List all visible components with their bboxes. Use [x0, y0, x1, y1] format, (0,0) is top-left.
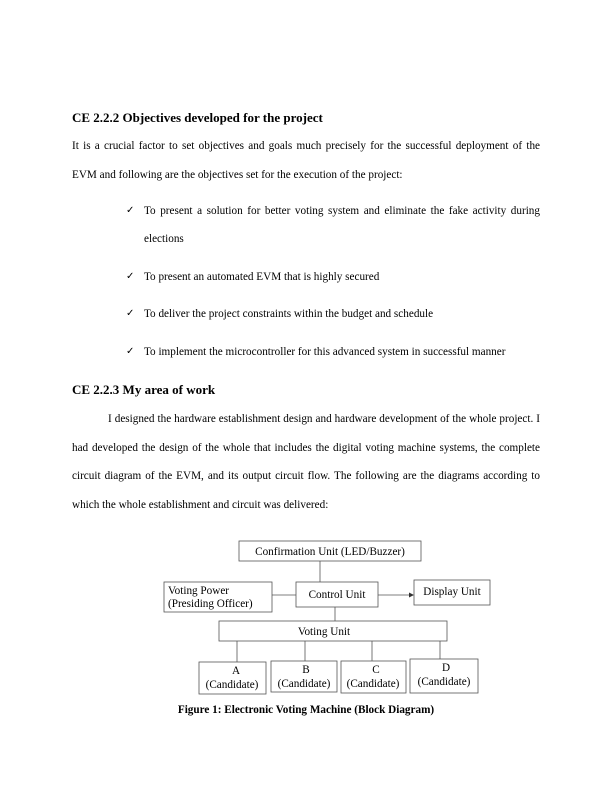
objective-bullet-1	[126, 197, 540, 253]
candidate-c-letter: C	[372, 664, 380, 676]
objective-bullet-3	[126, 300, 540, 328]
confirmation-unit-label: Confirmation Unit (LED/Buzzer)	[255, 546, 405, 558]
candidate-c-label: (Candidate)	[346, 678, 400, 690]
check-icon: ✓	[126, 205, 135, 216]
objective-text: To implement the microcontroller for this advanced system in successful manner	[144, 346, 506, 358]
display-unit-label: Display Unit	[423, 586, 481, 598]
objective-text: To present an automated EVM that is highly secured	[144, 271, 380, 283]
voting-power-label: Voting Power	[168, 585, 230, 597]
candidate-a-label: (Candidate)	[205, 679, 259, 691]
block-diagram	[160, 537, 500, 702]
objective-text: To deliver the project constraints within the budget and schedule	[144, 308, 434, 320]
check-icon: ✓	[126, 346, 135, 357]
check-icon: ✓	[126, 271, 135, 282]
candidate-b-letter: B	[302, 664, 310, 676]
control-unit-label: Control Unit	[308, 589, 366, 601]
objective-text: To present a solution for better voting system and eliminate the fake activity during elections	[144, 205, 540, 245]
candidate-d-label: (Candidate)	[417, 676, 471, 688]
figure-caption: Figure 1: Electronic Voting Machine (Block Diagram)	[177, 704, 435, 716]
section-heading-objectives: CE 2.2.2 Objectives developed for the project	[72, 110, 323, 125]
candidate-d-letter: D	[441, 662, 451, 674]
objective-bullet-4	[126, 338, 540, 366]
arrow-head	[409, 593, 414, 598]
voting-unit-label: Voting Unit	[297, 626, 351, 638]
objective-bullet-2	[126, 263, 540, 291]
section-heading-area-of-work: CE 2.2.3 My area of work	[72, 382, 216, 397]
candidate-b-label: (Candidate)	[277, 678, 331, 690]
presiding-officer-label: (Presiding Officer)	[168, 598, 253, 610]
check-icon: ✓	[126, 308, 135, 319]
objectives-paragraph: It is a crucial factor to set objectives and goals much precisely for the successful deployment of the EVM and following are the objectives set for the execution of the project:	[72, 140, 540, 181]
area-of-work-paragraph: I designed the hardware establishment design and hardware development of the whole project. I had developed the design of the whole that includes the digital voting machine systems, the complete circuit diagram of the EVM, and its output circuit flow. The following are the diagrams according to which the whole establishment and circuit was delivered:	[72, 413, 540, 511]
candidate-a-letter: A	[231, 665, 241, 677]
